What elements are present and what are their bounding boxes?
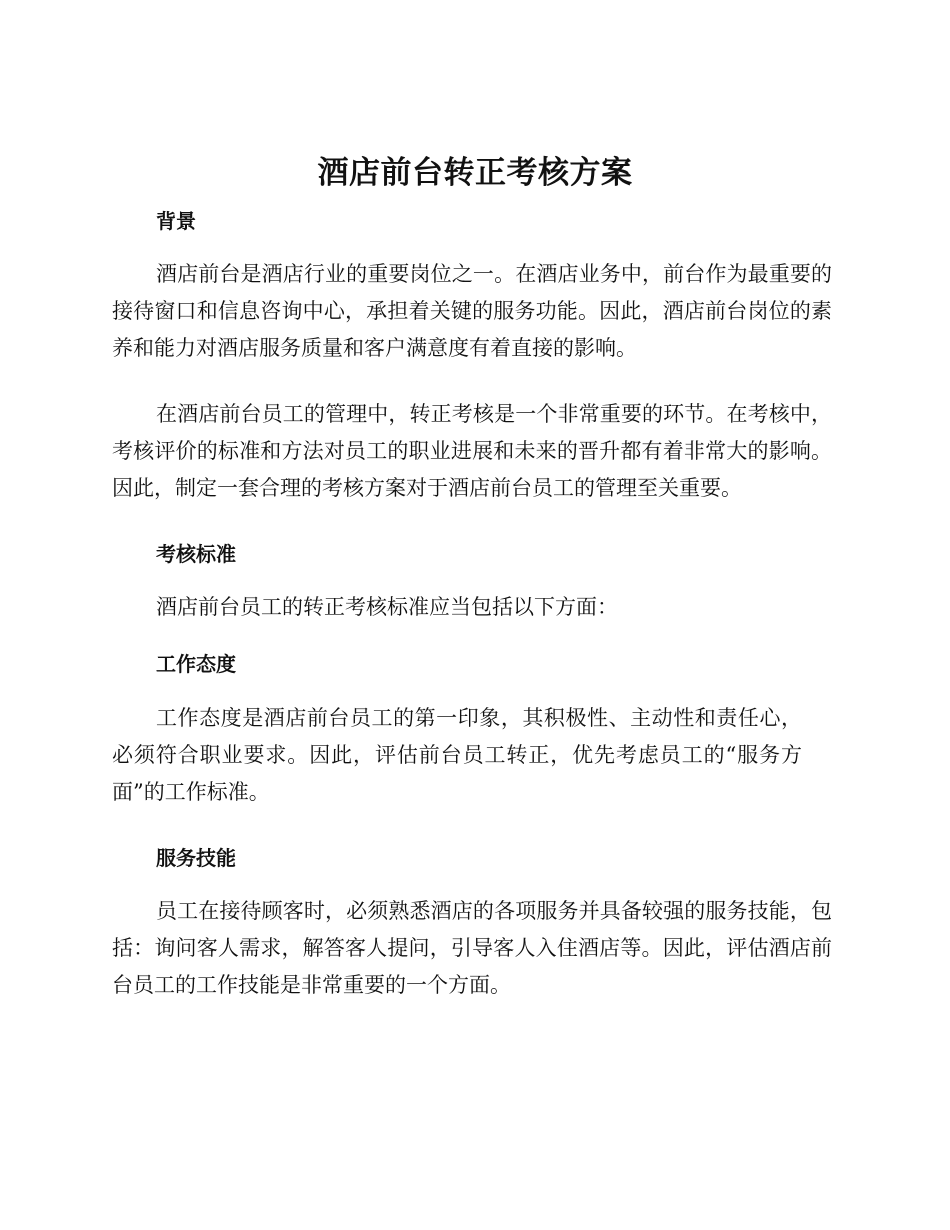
section-heading-service-skills: 服务技能 [156, 846, 236, 870]
background-paragraph-2: 在酒店前台员工的管理中，转正考核是一个非常重要的环节。在考核中，考核评价的标准和方法对员工的职业进展和未来的晋升都有着非常大的影响。因此，制定一套合理的考核方案对于酒店前台员工的管理至关重要。 [112, 402, 832, 500]
attitude-paragraph: 工作态度是酒店前台员工的第一印象，其积极性、主动性和责任心，必须符合职业要求。因此，评估前台员工转正，优先考虑员工的“服务方面”的工作标准。 [112, 706, 802, 804]
section-heading-background: 背景 [156, 209, 196, 233]
service-skills-paragraph: 员工在接待顾客时，必须熟悉酒店的各项服务并具备较强的服务技能，包括：询问客人需求，解答客人提问，引导客人入住酒店等。因此，评估酒店前台员工的工作技能是非常重要的一个方面。 [112, 899, 832, 997]
section-heading-attitude: 工作态度 [156, 652, 236, 676]
section-heading-criteria: 考核标准 [156, 542, 236, 566]
document-title: 酒店前台转正考核方案 [317, 155, 633, 191]
criteria-paragraph: 酒店前台员工的转正考核标准应当包括以下方面： [156, 595, 618, 619]
background-paragraph-1: 酒店前台是酒店行业的重要岗位之一。在酒店业务中，前台作为最重要的接待窗口和信息咨询中心，承担着关键的服务功能。因此，酒店前台岗位的素养和能力对酒店服务质量和客户满意度有着直接的影响。 [112, 262, 832, 360]
